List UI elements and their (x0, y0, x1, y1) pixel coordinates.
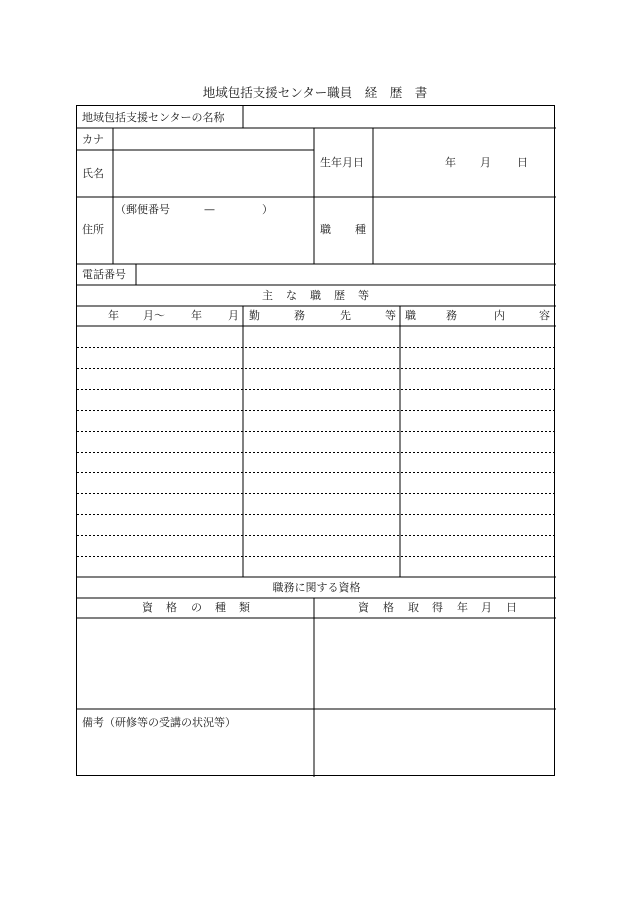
postal-code-open: （郵便番号 (115, 203, 170, 216)
qualification-date-header: 資 格 取 得 年 月 日 (358, 601, 517, 614)
qualifications-section-title: 職務に関する資格 (272, 581, 361, 594)
remarks-label: 備考（研修等の受講の状況等） (82, 716, 236, 729)
postal-code-close: ） (262, 203, 273, 216)
phone-label: 電話番号 (82, 268, 126, 281)
period-column-header: 年 月～ 年 月 (108, 309, 239, 322)
birth-month-label: 月 (480, 156, 491, 169)
page-title: 地域包括支援センター職員 経 歴 書 (202, 85, 428, 100)
kana-label: カナ (82, 133, 104, 146)
birth-date-label: 生年月日 (320, 156, 364, 169)
address-label: 住所 (82, 223, 104, 236)
qualification-type-header: 資 格 の 種 類 (142, 601, 250, 614)
job-type-label-2: 種 (355, 223, 366, 236)
career-history-form (76, 105, 555, 776)
workplace-column-header: 勤 務 先 等 (249, 309, 396, 322)
name-label: 氏名 (82, 167, 104, 180)
history-section-title: 主 な 職 歴 等 (262, 289, 369, 302)
duties-column-header: 職 務 内 容 (405, 309, 550, 322)
birth-year-label: 年 (445, 156, 456, 169)
birth-day-label: 日 (517, 156, 528, 169)
job-type-label-1: 職 (320, 223, 331, 236)
center-name-label: 地域包括支援センターの名称 (82, 111, 225, 124)
postal-code-dash: — (204, 203, 215, 216)
